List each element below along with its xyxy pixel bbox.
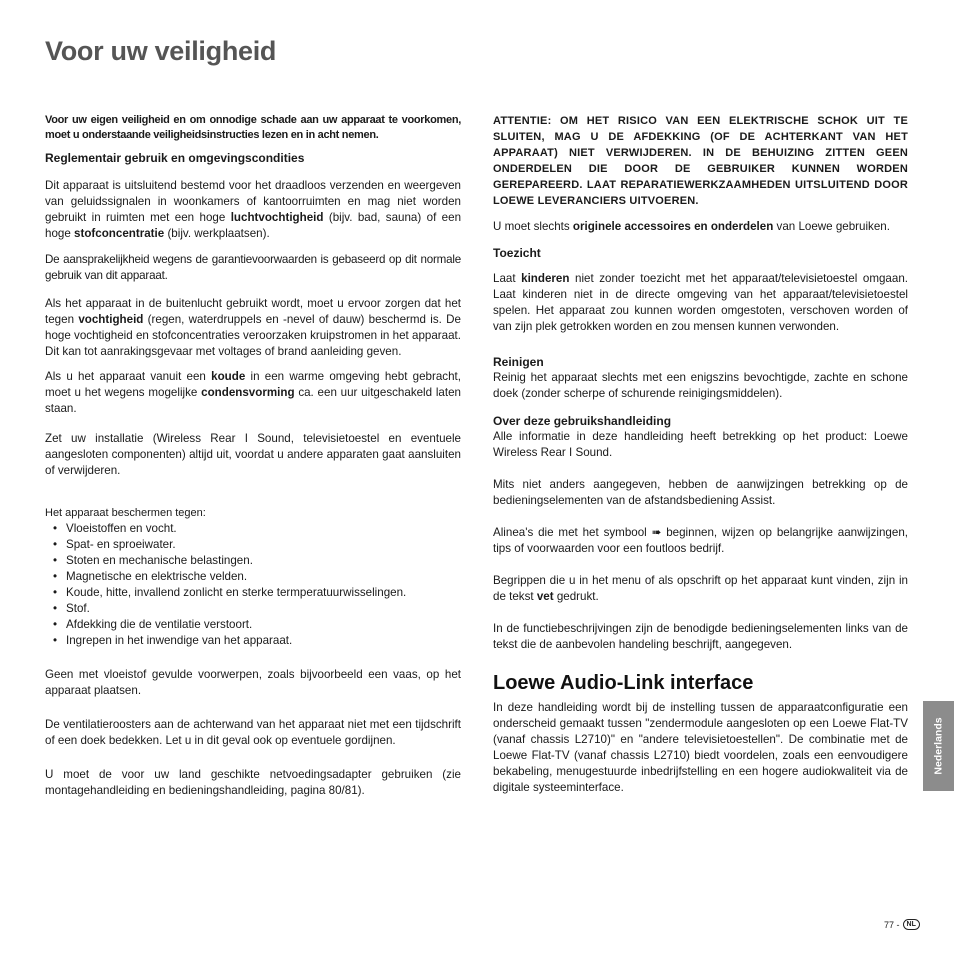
language-badge-icon: NL — [903, 919, 920, 930]
page-title: Voor uw veiligheid — [45, 36, 277, 66]
paragraph-ventilation: De ventilatieroosters aan de achterwand van het apparaat niet met een tijdschrift of een doek bedekken. Let u in dit geval ook op eventuele gordijnen. — [45, 718, 461, 747]
paragraph-switch-off: Zet uw installatie (Wireless Rear I Sound, televisietoestel en eventuele aangesloten componenten) altijd uit, voordat u andere apparaten gaat aansluiten of verwijderen. — [45, 432, 461, 477]
page-number — [884, 919, 920, 930]
list-item: • Koude, hitte, invallend zonlicht en sterke termperatuurwisselingen. — [53, 585, 461, 601]
paragraph-supervision: Laat kinderen niet zonder toezicht met het apparaat/televisietoestel omgaan. Laat kinderen niet in de directe omgeving van het apparaat/televisietoestel spelen. Het apparaat zou kunnen worden omgestoten, verschoven worden of van zijn plek getrokken worden en zou mensen kunnen verwonden. — [493, 272, 908, 333]
left-column — [45, 113, 461, 799]
list-item: • Stof. — [53, 601, 461, 617]
paragraph-manual-product: Alle informatie in deze handleiding heeft betrekking op het product: Loewe Wireless Rear I Sound. — [493, 430, 908, 459]
protect-list — [45, 521, 461, 649]
page-number-text: 77 - — [884, 919, 900, 930]
side-tab-label: Nederlands — [932, 717, 945, 775]
paragraph-manual-controls: In de functiebeschrijvingen zijn de benodigde bedieningselementen links van de tekst die de aanbevolen handeling beschrijft, aangegeven. — [493, 622, 908, 651]
list-item: • Vloeistoffen en vocht. — [53, 521, 461, 537]
list-item: • Stoten en mechanische belastingen. — [53, 553, 461, 569]
paragraph-outdoor: Als het apparaat in de buitenlucht gebruikt wordt, moet u ervoor zorgen dat het tegen vochtigheid (regen, waterdruppels en -nevel of dauw) beschermd is. De hoge vochtigheid en stofconcentraties veroorzaken kruipstromen in het apparaat. Dit kan tot aanrakingsgevaar met voltages of brand aanleiding geven. — [45, 297, 461, 358]
paragraph-liquids: Geen met vloeistof gevulde voorwerpen, zoals bijvoorbeeld een vaas, op het apparaat plaatsen. — [45, 668, 461, 697]
list-item: • Spat- en sproeiwater. — [53, 537, 461, 553]
heading-cleaning: Reinigen — [493, 355, 544, 369]
paragraph-manual-symbol: Alinea's die met het symbool ➠ beginnen, wijzen op belangrijke aanwijzingen, tips of voorwaarden voor een foutloos bedrijf. — [493, 526, 908, 555]
attention-warning: ATTENTIE: OM HET RISICO VAN EEN ELEKTRISCHE SCHOK UIT TE SLUITEN, MAG U DE AFDEKKING (OF DE ACHTERKANT VAN HET APPARAAT) NIET VERWIJDEREN. IN DE BEHUIZING ZITTEN GEEN ONDERDELEN DIE DOOR DE GEBRUIKER KUNNEN WORDEN GEREPAREERD. LAAT REPARATIEWERKZAAMHEDEN UITSLUITEND DOOR LOEWE LEVERANCIERS UITVOEREN. — [493, 115, 908, 207]
heading-supervision: Toezicht — [493, 246, 541, 260]
heading-manual: Over deze gebruikshandleiding — [493, 414, 672, 428]
paragraph-accessories: U moet slechts originele accessoires en onderdelen van Loewe gebruiken. — [493, 220, 890, 233]
list-item: • Magnetische en elektrische velden. — [53, 569, 461, 585]
heading-audio-link: Loewe Audio-Link interface — [493, 672, 754, 694]
paragraph-cleaning: Reinig het apparaat slechts met een enigszins bevochtigde, zachte en schone doek (zonder scherpe of schurende reinigingsmiddelen). — [493, 371, 908, 400]
language-side-tab — [923, 701, 954, 791]
paragraph-audio-link: In deze handleiding wordt bij de instelling tussen de apparaatconfiguratie een onderscheid gemaakt tussen "zendermodule aangesloten op een Loewe Flat-TV (vanaf chassis L2710)" en "andere televisietoestellen". De combinatie met de Loewe Flat-TV (vanaf chassis L2710) biedt voordelen, zoals een eenvoudigere bekabeling, menugestuurde inbedrijfstelling en een hogere audiokwaliteit via de digitale systeeminterface. — [493, 701, 908, 794]
heading-usage: Reglementair gebruik en omgevingscondities — [45, 151, 305, 165]
paragraph-manual-bold: Begrippen die u in het menu of als opschrift op het apparaat kunt vinden, zijn in de tekst vet gedrukt. — [493, 574, 908, 603]
paragraph-liability: De aansprakelijkheid wegens de garantievoorwaarden is gebaseerd op dit normale gebruik van dit apparaat. — [45, 253, 461, 282]
right-column — [493, 113, 908, 796]
protect-title: Het apparaat beschermen tegen: — [45, 507, 206, 519]
list-item: • Ingrepen in het inwendige van het apparaat. — [53, 633, 461, 649]
intro-text: Voor uw eigen veiligheid en om onnodige schade aan uw apparaat te voorkomen, moet u onderstaande veiligheidsinstructies lezen en in acht nemen. — [45, 114, 461, 141]
arrow-icon: ➠ — [651, 526, 662, 539]
paragraph-manual-remote: Mits niet anders aangegeven, hebben de aanwijzingen betrekking op de bedieningselementen van de afstandsbediening Assist. — [493, 478, 908, 507]
paragraph-adapter: U moet de voor uw land geschikte netvoedingsadapter gebruiken (zie montagehandleiding en bedieningshandleiding, pagina 80/81). — [45, 768, 461, 797]
list-item: • Afdekking die de ventilatie verstoort. — [53, 617, 461, 633]
paragraph-usage: Dit apparaat is uitsluitend bestemd voor het draadloos verzenden en weergeven van geluidssignalen in woonkamers of kantoorruimten en mag niet worden gebruikt in ruimten met een hoge luchtvochtigheid (bijv. bad, sauna) of een hoge stofconcentratie (bijv. werkplaatsen). — [45, 179, 462, 240]
paragraph-condensation: Als u het apparaat vanuit een koude in een warme omgeving hebt gebracht, moet u het wegens mogelijke condensvorming ca. een uur uitgeschakeld laten staan. — [45, 370, 461, 415]
